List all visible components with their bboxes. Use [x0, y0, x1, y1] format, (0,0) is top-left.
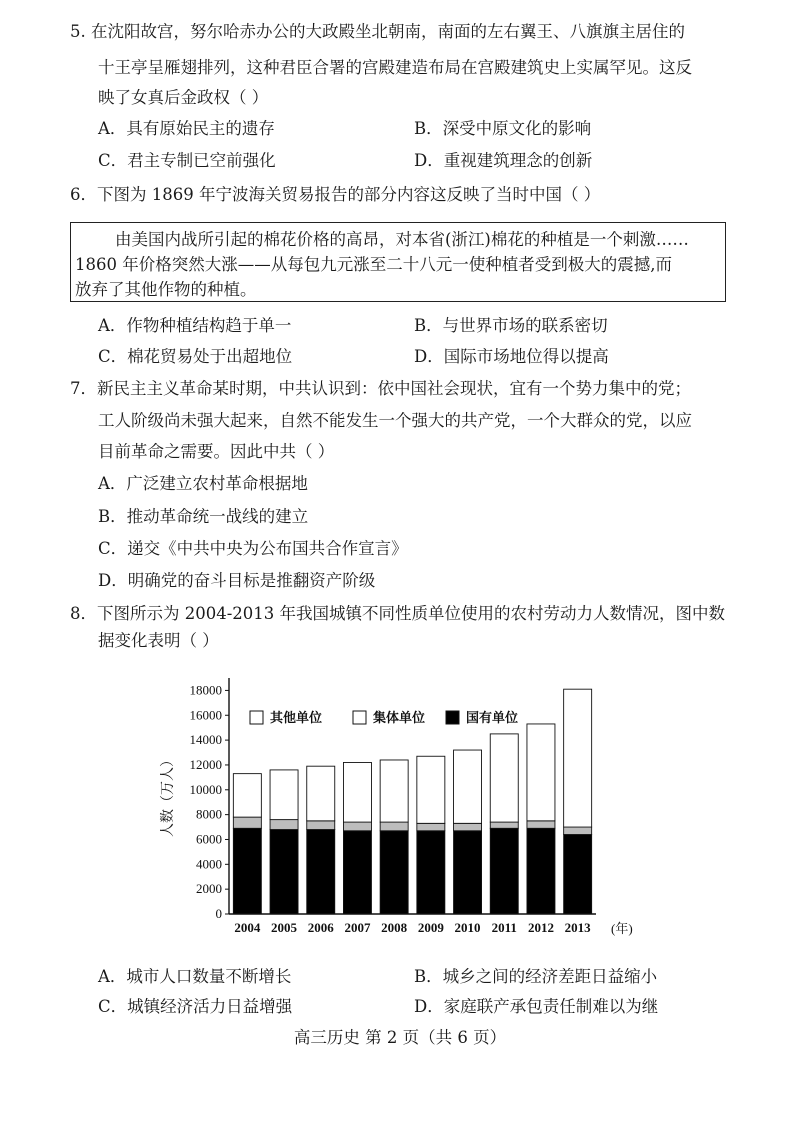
bar-segment-其他单位-2005 [270, 770, 298, 820]
q5-option-b[interactable]: B．深受中原文化的影响 [414, 119, 592, 138]
legend-label-1: 集体单位 [373, 710, 426, 725]
bar-segment-其他单位-2006 [307, 766, 335, 821]
x-axis-unit: (年) [611, 921, 633, 936]
bar-segment-集体单位-2009 [417, 823, 445, 830]
q8-option-b[interactable]: B．城乡之间的经济差距日益缩小 [414, 967, 658, 986]
q6-option-a[interactable]: A．作物种植结构趋于单一 [98, 316, 292, 335]
bar-segment-其他单位-2008 [380, 760, 408, 822]
y-tick-label: 6000 [196, 831, 222, 847]
bar-segment-其他单位-2007 [343, 762, 371, 822]
x-tick-label: 2007 [344, 920, 371, 935]
legend-swatch-2 [446, 711, 459, 724]
bar-segment-国有单位-2009 [417, 831, 445, 914]
bar-segment-国有单位-2013 [564, 835, 592, 914]
q8-option-a[interactable]: A．城市人口数量不断增长 [98, 967, 292, 986]
q8-stem-line-2: 据变化表明（ ） [98, 631, 219, 650]
x-tick-label: 2009 [417, 920, 444, 935]
bar-segment-其他单位-2010 [454, 750, 482, 823]
page-footer: 高三历史 第 2 页（共 6 页） [293, 1028, 507, 1047]
q6-option-b[interactable]: B．与世界市场的联系密切 [414, 316, 608, 335]
bar-segment-国有单位-2006 [307, 830, 335, 914]
y-tick-label: 14000 [189, 732, 222, 748]
q7-stem-line-2: 工人阶级尚未强大起来，自然不能发生一个强大的共产党，一个大群众的党，以应 [98, 411, 692, 430]
q7-option-c[interactable]: C．递交《中共中央为公布国共合作宣言》 [98, 539, 408, 558]
bar-segment-其他单位-2011 [490, 734, 518, 822]
y-tick-label: 0 [215, 906, 222, 921]
q7-option-b[interactable]: B．推动革命统一战线的建立 [98, 507, 309, 526]
q8-option-c[interactable]: C．城镇经济活力日益增强 [98, 997, 293, 1016]
bar-segment-国有单位-2010 [454, 831, 482, 914]
bar-segment-集体单位-2008 [380, 822, 408, 831]
q7-option-a[interactable]: A．广泛建立农村革命根据地 [98, 474, 308, 493]
q6-option-d[interactable]: D．国际市场地位得以提高 [414, 347, 609, 366]
x-tick-label: 2005 [271, 920, 298, 935]
bar-segment-其他单位-2012 [527, 724, 555, 821]
bar-segment-其他单位-2013 [564, 689, 592, 827]
bar-segment-国有单位-2008 [380, 831, 408, 914]
q6-quote-line-1: 由美国内战所引起的棉花价格的高昂，对本省(浙江)棉花的种植是一个刺激…… [115, 230, 689, 249]
bar-segment-集体单位-2010 [454, 823, 482, 830]
q5-stem-line-3: 映了女真后金政权（ ） [98, 88, 269, 107]
legend-swatch-1 [353, 711, 366, 724]
q5-option-a[interactable]: A．具有原始民主的遗存 [98, 119, 275, 138]
q5-option-d[interactable]: D．重视建筑理念的创新 [414, 151, 593, 170]
bar-segment-集体单位-2011 [490, 822, 518, 828]
q5-stem-line-2: 十王亭呈雁翅排列，这种君臣合署的宫殿建造布局在宫殿建筑史上实属罕见。这反 [98, 58, 692, 77]
x-tick-label: 2010 [454, 920, 481, 935]
legend-label-0: 其他单位 [270, 710, 323, 725]
x-tick-label: 2004 [234, 920, 261, 935]
q6-quote-line-2: 1860 年价格突然大涨——从每包九元涨至二十八元一使种植者受到极大的震撼,而 [75, 255, 672, 274]
q7-stem-line-3: 目前革命之需要。因此中共（ ） [98, 442, 335, 461]
y-tick-label: 2000 [196, 881, 222, 897]
bar-segment-集体单位-2007 [343, 822, 371, 831]
y-axis-label: 人数（万人） [161, 753, 176, 837]
bar-segment-集体单位-2013 [564, 827, 592, 834]
q6-option-c[interactable]: C．棉花贸易处于出超地位 [98, 347, 293, 366]
q5-option-c[interactable]: C．君主专制已空前强化 [98, 151, 276, 170]
bar-segment-国有单位-2005 [270, 830, 298, 914]
q8-option-d[interactable]: D．家庭联产承包责任制难以为继 [414, 997, 659, 1016]
bar-segment-国有单位-2012 [527, 828, 555, 914]
x-tick-label: 2011 [491, 920, 517, 935]
legend-swatch-0 [250, 711, 263, 724]
labor-chart [0, 660, 800, 960]
bar-segment-国有单位-2007 [343, 831, 371, 914]
q7-option-d[interactable]: D．明确党的奋斗目标是推翻资产阶级 [98, 571, 376, 590]
x-tick-label: 2013 [564, 920, 591, 935]
y-tick-label: 12000 [189, 756, 222, 772]
bar-segment-国有单位-2004 [233, 828, 261, 914]
bar-segment-集体单位-2012 [527, 821, 555, 828]
bar-segment-其他单位-2004 [233, 774, 261, 817]
bar-segment-集体单位-2005 [270, 820, 298, 830]
q6-stem: 6．下图为 1869 年宁波海关贸易报告的部分内容这反映了当时中国（ ） [70, 185, 601, 204]
bar-segment-国有单位-2011 [490, 828, 518, 914]
y-tick-label: 16000 [189, 707, 222, 723]
y-tick-label: 10000 [189, 781, 222, 797]
y-tick-label: 18000 [189, 682, 222, 698]
y-tick-label: 4000 [196, 856, 222, 872]
bar-segment-集体单位-2006 [307, 821, 335, 830]
q6-quote-line-3: 放弃了其他作物的种植。 [75, 280, 257, 299]
y-tick-label: 8000 [196, 806, 222, 822]
x-tick-label: 2012 [527, 920, 554, 935]
bar-segment-其他单位-2009 [417, 756, 445, 823]
q7-stem-line-1: 7．新民主主义革命某时期，中共认识到：依中国社会现状，宜有一个势力集中的党； [70, 379, 691, 398]
q8-stem-line-1: 8．下图所示为 2004-2013 年我国城镇不同性质单位使用的农村劳动力人数情况，图中数 [70, 604, 726, 623]
bar-segment-集体单位-2004 [233, 817, 261, 828]
legend-label-2: 国有单位 [466, 710, 519, 725]
q5-stem-line-1: 5. 在沈阳故宫，努尔哈赤办公的大政殿坐北朝南，南面的左右翼王、八旗旗主居住的 [70, 22, 685, 41]
x-tick-label: 2006 [307, 920, 334, 935]
x-tick-label: 2008 [381, 920, 408, 935]
